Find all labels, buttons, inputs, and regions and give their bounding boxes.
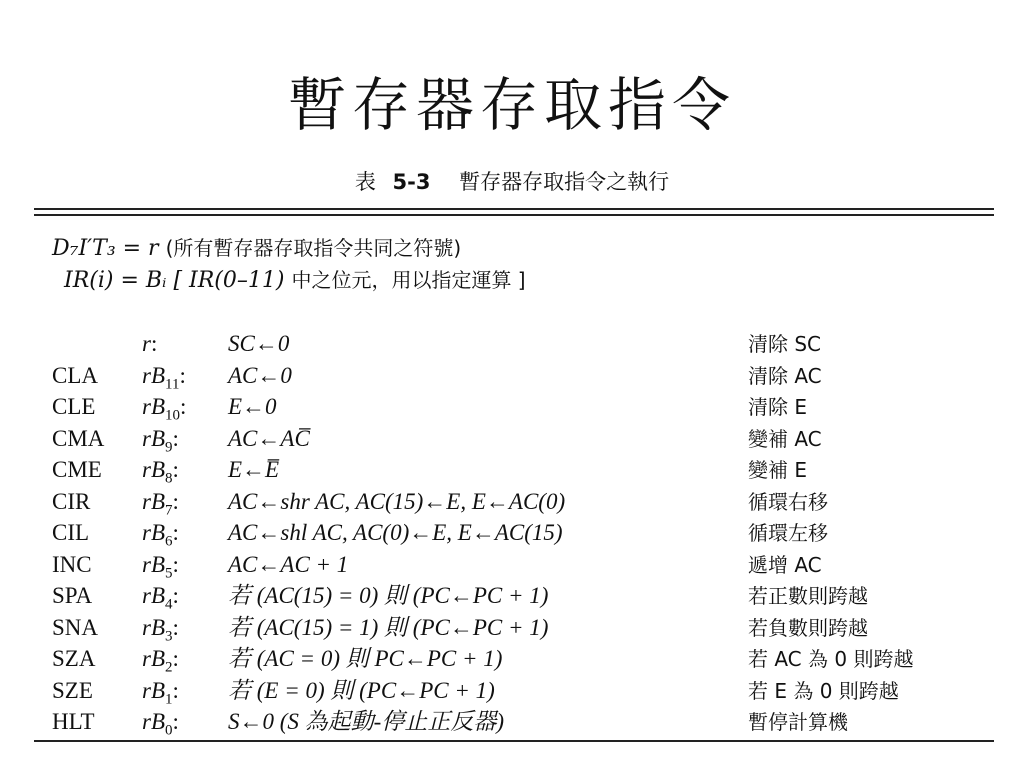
table-row	[0, 328, 1024, 360]
description: 若負數則跨越	[748, 615, 868, 640]
table-row	[0, 706, 1024, 738]
symbol-colon: :	[172, 677, 179, 703]
opcode: SZE	[52, 677, 93, 703]
opcode: SPA	[52, 583, 93, 608]
micro-operation: 若 (E = 0) 則 (PC←PC + 1)	[228, 677, 495, 703]
symbol-subscript: 7	[165, 502, 173, 519]
opcode: CIR	[52, 488, 91, 514]
symbol-subscript: 4	[165, 596, 173, 613]
bottom-rule	[34, 740, 994, 742]
symbol-base: rB	[142, 520, 165, 545]
symbol-base: rB	[142, 646, 165, 671]
table-row	[0, 454, 1024, 486]
symbol-colon: :	[172, 646, 179, 671]
opcode: CLA	[52, 362, 98, 388]
table-row	[0, 517, 1024, 549]
symbol-colon: :	[172, 551, 179, 577]
opcode: HLT	[52, 709, 95, 734]
symbol-base: rB	[142, 488, 165, 514]
micro-operation: AC←shr AC, AC(15)←E, E←AC(0)	[228, 488, 566, 514]
symbol-subscript: 6	[165, 533, 173, 550]
caption-text: 暫存器存取指令之執行	[459, 170, 670, 194]
symbol-subscript: 10	[165, 407, 180, 424]
symbol-colon: :	[172, 488, 179, 514]
symbol-colon: :	[180, 394, 187, 419]
intro-expr-1: D₇I′T₃ = r	[52, 236, 159, 261]
table-row	[0, 486, 1024, 518]
table-row	[0, 580, 1024, 612]
symbol-base: rB	[142, 457, 165, 482]
caption-number: 5-3	[392, 170, 431, 194]
opcode: CME	[52, 457, 102, 482]
description: 循環右移	[748, 489, 828, 514]
opcode: INC	[52, 551, 92, 577]
symbol-base: rB	[142, 551, 165, 577]
symbol-base: rB	[142, 677, 165, 703]
micro-operation: AC←AC̅	[228, 425, 310, 451]
opcode: SZA	[52, 646, 96, 671]
description: 清除 AC	[748, 363, 822, 388]
table-row	[0, 423, 1024, 455]
symbol-base: rB	[142, 709, 165, 734]
top-rule-second	[34, 214, 994, 216]
top-rule	[34, 208, 994, 210]
symbol-colon: :	[172, 520, 179, 545]
micro-operation: AC←shl AC, AC(0)←E, E←AC(15)	[228, 520, 563, 545]
symbol-subscript: 5	[165, 565, 173, 582]
micro-operation: E←E̅	[228, 457, 280, 482]
symbol-subscript: 2	[165, 659, 173, 676]
symbol-subscript: 9	[165, 439, 173, 456]
symbol-base: rB	[142, 614, 165, 640]
table-row	[0, 360, 1024, 392]
opcode: CMA	[52, 425, 105, 451]
description: 循環左移	[748, 521, 828, 545]
micro-operation: AC←AC + 1	[228, 551, 349, 577]
table-row	[0, 549, 1024, 581]
description: 若 AC 為 0 則跨越	[748, 647, 914, 671]
opcode: SNA	[52, 614, 99, 640]
description: 若正數則跨越	[748, 584, 868, 608]
symbol-base: rB	[142, 425, 165, 451]
symbol-base: rB	[142, 362, 165, 388]
intro-expr-2: IR(i) = Bᵢ [ IR(0–11)	[64, 268, 285, 293]
micro-operation: S←0 (S 為起動-停止正反器)	[228, 709, 504, 734]
description: 清除 E	[748, 395, 807, 419]
symbol-colon: :	[172, 457, 179, 482]
symbol-subscript: 3	[165, 628, 173, 645]
symbol-base: rB	[142, 394, 165, 419]
symbol-base: rB	[142, 583, 165, 608]
table-row	[0, 612, 1024, 644]
micro-operation: E←0	[228, 394, 277, 419]
table-row	[0, 391, 1024, 423]
micro-operation: 若 (AC(15) = 1) 則 (PC←PC + 1)	[228, 614, 549, 640]
symbol-subscript: 11	[165, 376, 180, 393]
caption-prefix: 表	[354, 170, 376, 194]
description: 遞增 AC	[748, 552, 822, 577]
symbol-base: r	[142, 331, 151, 356]
description: 變補 AC	[748, 426, 822, 451]
description: 若 E 為 0 則跨越	[748, 678, 899, 703]
opcode: CIL	[52, 520, 90, 545]
symbol-colon: :	[172, 614, 179, 640]
description: 暫停計算機	[748, 710, 848, 734]
page-title: 暫存器存取指令	[287, 71, 736, 139]
description: 變補 E	[748, 458, 807, 482]
micro-operation: 若 (AC = 0) 則 PC←PC + 1)	[228, 646, 503, 671]
symbol-colon: :	[172, 583, 179, 608]
symbol-subscript: 8	[165, 470, 173, 487]
intro-line-1	[52, 232, 461, 261]
micro-operation: AC←0	[228, 362, 292, 388]
symbol-colon: :	[172, 709, 179, 734]
intro-note-2: 中之位元，用以指定運算 ]	[291, 268, 526, 292]
symbol-subscript: 0	[165, 722, 173, 739]
symbol-colon: :	[172, 425, 179, 451]
micro-operation: SC←0	[228, 331, 290, 356]
opcode: CLE	[52, 394, 96, 419]
intro-note-1: (所有暫存器存取指令共同之符號)	[165, 236, 462, 260]
symbol-subscript: 1	[165, 691, 173, 708]
symbol-colon: :	[179, 362, 186, 388]
table-row	[0, 643, 1024, 675]
table-caption	[0, 166, 1024, 196]
intro-line-2	[64, 264, 526, 293]
symbol-colon: :	[150, 331, 158, 356]
description: 清除 SC	[748, 332, 822, 356]
table-row	[0, 675, 1024, 707]
micro-operation: 若 (AC(15) = 0) 則 (PC←PC + 1)	[228, 583, 549, 608]
